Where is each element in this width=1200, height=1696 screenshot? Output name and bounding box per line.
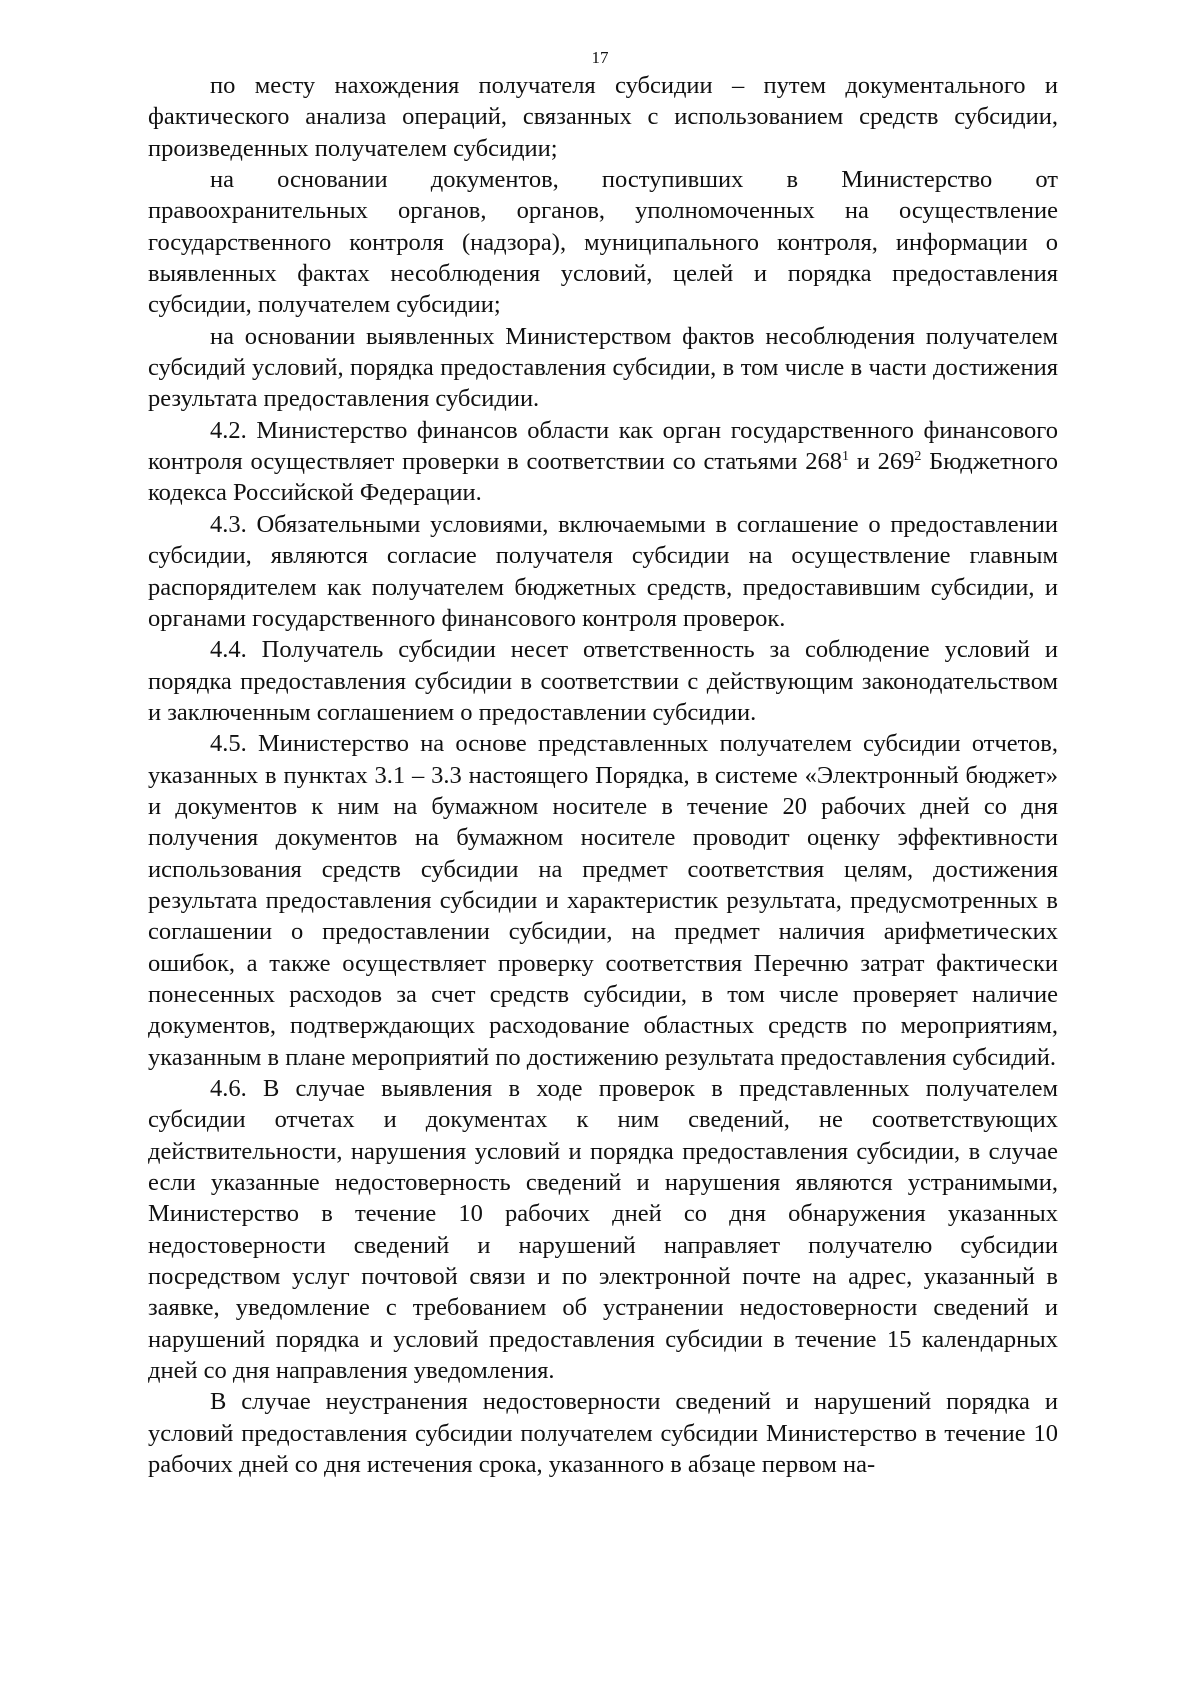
- paragraph-ministry-findings: на основании выявленных Министерством фактов несоблюдения получателем субсидий условий, порядка предоставления субсидии, в том числе в части достижения результата предоставления субсидии.: [148, 322, 1058, 413]
- paragraph-non-elimination: В случае неустранения недостоверности сведений и нарушений порядка и условий предоставления субсидии получателем субсидии Министерство в течение 10 рабочих дней со дня истечения срока, указанного в абзаце первом на-: [148, 1388, 1058, 1479]
- paragraph-4-3: 4.3. Обязательными условиями, включаемыми в соглашение о предоставлении субсидии, являются согласие получателя субсидии на осуществление главным распорядителем как получателем бюджетных средств, предоставившим субсидии, и органами государственного финансового контроля проверок.: [148, 510, 1058, 632]
- paragraph-law-enforcement-documents: на основании документов, поступивших в Министерство от правоохранительных органов, органов, уполномоченных на осуществление государственного контроля (надзора), муниципального контроля, информации о выявленных фактах несоблюдения условий, целей и порядка предоставления субсидии, получателем субсидии;: [148, 166, 1058, 319]
- paragraph-4-5: 4.5. Министерство на основе представленных получателем субсидии отчетов, указанных в пунктах 3.1 – 3.3 настоящего Порядка, в системе «Электронный бюджет» и документов к ним на бумажном носителе в течение 20 рабочих дней со дня получения документов на бумажном носителе проводит оценку эффективности использования средств субсидии на предмет соответствия целям, достижения результата предоставления субсидии и характеристик результата, предусмотренных в соглашении о предоставлении субсидии, на предмет наличия арифметических ошибок, а также осуществляет проверку соответствия Перечню затрат фактически понесенных расходов за счет средств субсидии, в том числе проверяет наличие документов, подтверждающих расходование областных средств по мероприятиям, указанным в плане мероприятий по достижению результата предоставления субсидий.: [148, 730, 1058, 1071]
- article-269-superscript: 2: [914, 448, 922, 464]
- paragraph-4-2-text-end: Бюджетного кодекса Российской Федерации.: [148, 448, 1058, 507]
- article-268-superscript: 1: [841, 448, 849, 464]
- paragraph-4-2: [148, 415, 1058, 509]
- paragraph-4-6: 4.6. В случае выявления в ходе проверок в представленных получателем субсидии отчетах и документах к ним сведений, не соответствующих действительности, нарушения условий и порядка предоставления субсидии, в случае если указанные недостоверность сведений и нарушения являются устранимыми, Министерство в течение 10 рабочих дней со дня обнаружения указанных недостоверности сведений и нарушений направляет получателю субсидии посредством услуг почтовой связи и по электронной почте на адрес, указанный в заявке, уведомление с требованием об устранении недостоверности сведений и нарушений порядка и условий предоставления субсидии в течение 15 календарных дней со дня направления уведомления.: [148, 1075, 1058, 1385]
- paragraph-inspection-location: по месту нахождения получателя субсидии – путем документального и фактического анализа операций, связанных с использованием средств субсидии, произведенных получателем субсидии;: [148, 72, 1058, 162]
- paragraph-4-4: 4.4. Получатель субсидии несет ответственность за соблюдение условий и порядка предоставления субсидии в соответствии с действующим законодательством и заключенным соглашением о предоставлении субсидии.: [148, 636, 1058, 726]
- paragraph-4-2-text-start: 4.2. Министерство финансов области как орган государственного финансового контроля осуществляет проверки в соответствии со статьями 268: [148, 416, 1058, 476]
- paragraph-4-2-text-middle: и 269: [848, 448, 915, 476]
- document-body: [148, 70, 1058, 1480]
- page-number: 17: [591, 48, 609, 67]
